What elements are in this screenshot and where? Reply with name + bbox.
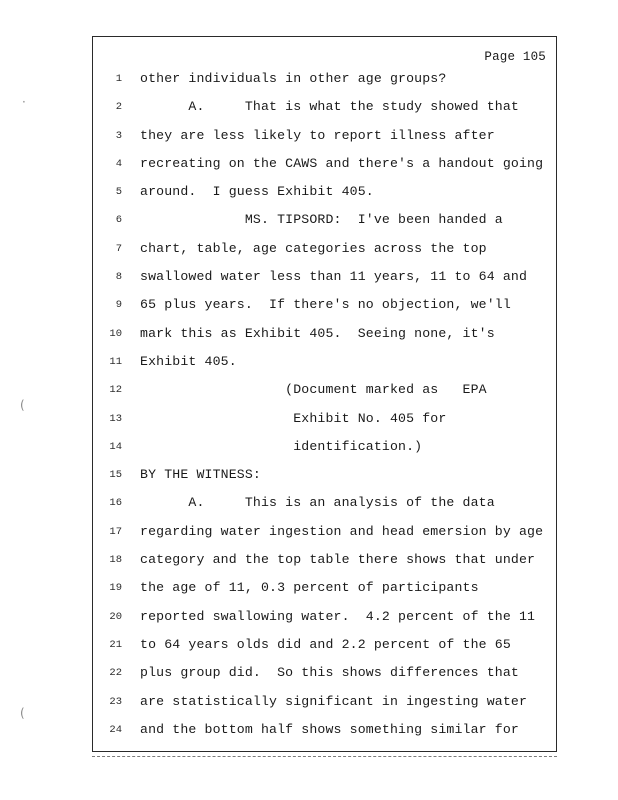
transcript-line	[93, 376, 556, 404]
line-text: are statistically significant in ingesting water	[140, 693, 528, 709]
line-text: plus group did. So this shows differences that	[140, 665, 519, 681]
transcript-line	[93, 603, 556, 631]
transcript-line	[93, 291, 556, 319]
line-text: the age of 11, 0.3 percent of participants	[140, 580, 479, 596]
transcript-line	[93, 433, 556, 461]
transcript-line	[93, 631, 556, 659]
transcript-line	[93, 93, 556, 121]
scan-bottom-rule	[92, 756, 557, 757]
page-number: Page 105	[484, 50, 546, 64]
line-number: 8	[115, 271, 122, 284]
line-text: recreating on the CAWS and there's a handout going	[140, 155, 544, 171]
transcript-line	[93, 688, 556, 716]
line-text: reported swallowing water. 4.2 percent of the 11	[140, 608, 536, 624]
transcript-line	[93, 574, 556, 602]
line-number: 5	[115, 186, 122, 199]
line-number: 1	[115, 73, 122, 85]
line-text: mark this as Exhibit 405. Seeing none, it's	[140, 325, 495, 341]
line-text: other individuals in other age groups?	[140, 71, 447, 86]
line-number: 18	[109, 554, 122, 567]
transcript-line	[93, 716, 556, 744]
line-number: 9	[115, 299, 122, 312]
line-text: MS. TIPSORD: I've been handed a	[140, 212, 503, 228]
line-text: A. This is an analysis of the data	[140, 495, 495, 511]
line-text: to 64 years olds did and 2.2 percent of the 65	[140, 636, 511, 652]
line-number: 2	[115, 101, 122, 114]
line-number: 15	[109, 469, 122, 482]
transcript-line	[93, 461, 556, 489]
line-text: Exhibit 405.	[140, 353, 237, 369]
line-number: 12	[109, 384, 122, 397]
transcript-line	[93, 348, 556, 376]
scan-artifact: (	[20, 706, 25, 720]
transcript-page	[92, 36, 557, 752]
line-text: A. That is what the study showed that	[140, 99, 519, 115]
transcript-lines	[93, 65, 556, 744]
line-number: 20	[109, 610, 122, 623]
transcript-line	[93, 235, 556, 263]
line-number: 3	[115, 129, 122, 142]
line-number: 11	[109, 355, 122, 368]
line-number: 10	[109, 327, 122, 340]
transcript-line	[93, 320, 556, 348]
line-number: 17	[109, 525, 122, 538]
transcript-line	[93, 178, 556, 206]
transcript-line	[93, 546, 556, 574]
scan-artifact: (	[20, 398, 25, 412]
line-text: and the bottom half shows something similar for	[140, 721, 519, 737]
line-text: identification.)	[140, 438, 423, 454]
line-number: 21	[109, 638, 122, 651]
line-text: 65 plus years. If there's no objection, we'll	[140, 297, 511, 313]
line-number: 7	[115, 242, 122, 255]
line-text: category and the top table there shows that under	[140, 552, 536, 568]
line-number: 22	[109, 667, 122, 680]
line-number: 13	[109, 412, 122, 425]
scan-artifact: ·	[22, 95, 26, 109]
line-number: 24	[109, 723, 122, 736]
line-text: Exhibit No. 405 for	[140, 410, 447, 426]
transcript-line	[93, 405, 556, 433]
line-number: 6	[115, 214, 122, 227]
line-text: they are less likely to report illness after	[140, 127, 495, 143]
line-text: regarding water ingestion and head emersion by age	[140, 523, 544, 539]
line-number: 16	[109, 497, 122, 510]
transcript-line	[93, 263, 556, 291]
transcript-line	[93, 489, 556, 517]
transcript-line	[93, 206, 556, 234]
line-text: around. I guess Exhibit 405.	[140, 184, 374, 200]
line-number: 23	[109, 695, 122, 708]
transcript-line	[93, 518, 556, 546]
line-number: 19	[109, 582, 122, 595]
transcript-line	[93, 65, 556, 93]
line-number: 4	[115, 157, 122, 170]
line-text: (Document marked as EPA	[140, 382, 487, 398]
line-number: 14	[109, 440, 122, 453]
line-text: BY THE WITNESS:	[140, 467, 261, 483]
line-text: swallowed water less than 11 years, 11 to 64 and	[140, 269, 528, 285]
transcript-line	[93, 122, 556, 150]
transcript-line	[93, 150, 556, 178]
transcript-line	[93, 659, 556, 687]
line-text: chart, table, age categories across the top	[140, 240, 487, 256]
